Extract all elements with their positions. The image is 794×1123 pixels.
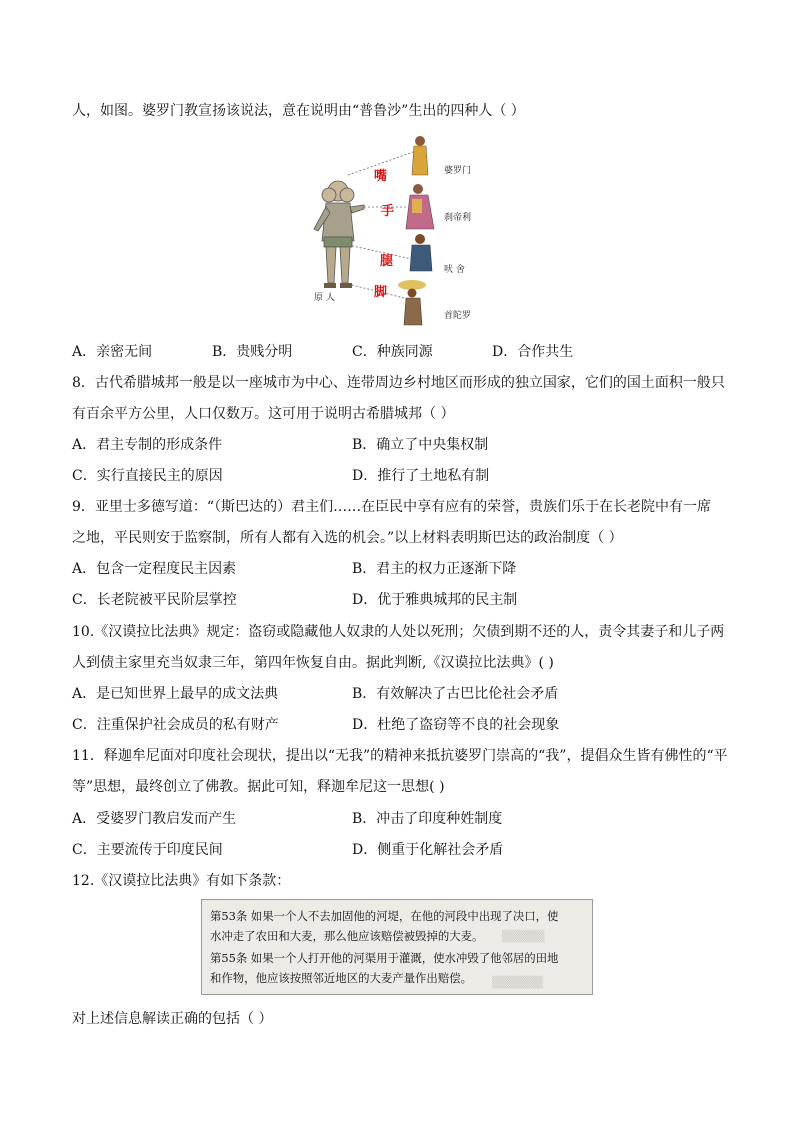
q11-stem-line-2: 等”思想，最终创立了佛教。据此可知，释迦牟尼这一思想( ) [72,779,445,795]
kshatriya-figure [406,184,434,229]
origin-label: 原 人 [314,293,335,303]
q7-option-a[interactable]: A．亲密无间 [72,344,153,360]
vaishya-figure [410,234,432,271]
q10-option-c[interactable]: C．注重保护社会成员的私有财产 [72,717,279,733]
q11-stem-line-1: 11．释迦牟尼面对印度社会现状，提出以“无我”的精神来抵抗婆罗门崇高的“我”，提倡众生皆有佛性的“平 [72,748,728,764]
q8-stem-line-2: 有百余平方公里，人口仅数万。这可用于说明古希腊城邦（ ） [72,406,455,422]
q8-option-b[interactable]: B．确立了中央集权制 [352,437,489,453]
q9-option-b[interactable]: B．君主的权力正逐渐下降 [352,561,517,577]
shudra-label: 首陀罗 [444,311,472,321]
q9-option-c[interactable]: C．长老院被平民阶层掌控 [72,592,237,608]
leg-label: 腿 [380,254,394,269]
vaishya-label: 吠 舍 [444,265,465,275]
q9-stem-line-1: 9．亚里士多德写道：“（斯巴达的）君主们……在臣民中享有应有的荣誉，贵族们乐于在长老院中有一席 [72,499,712,515]
ghost-text-decoration: ▒▒▒▒▒ [502,930,545,943]
q10-stem-line-1: 10.《汉谟拉比法典》规定：盗窃或隐藏他人奴隶的人处以死刑；欠债到期不还的人，责令其妻子和儿子两 [72,624,725,640]
foot-label: 脚 [374,285,388,300]
law-article-53-line-1: 第53条 如果一个人不去加固他的河堤，在他的河段中出现了决口，使 [210,909,559,923]
q8-stem-line-1: 8．古代希腊城邦一般是以一座城市为中心、连带周边乡村地区而形成的独立国家，它们的国土面积一般只 [72,375,725,391]
q11-option-c[interactable]: C．主要流传于印度民间 [72,842,223,858]
q8-option-c[interactable]: C．实行直接民主的原因 [72,468,223,484]
q7-option-d[interactable]: D．合作共生 [492,344,574,360]
law-article-55-line-2: 和作物，他应该按照邻近地区的大麦产量作出赔偿。 [210,971,472,985]
law-excerpt-image [201,899,593,995]
q8-option-a[interactable]: A．君主专制的形成条件 [72,437,223,453]
hand-label: 手 [381,204,395,219]
q10-option-d[interactable]: D．杜绝了盗窃等不良的社会现象 [352,717,560,733]
q12-stem: 12.《汉谟拉比法典》有如下条款： [72,873,291,889]
ghost-text-decoration: ▒▒▒▒▒▒ [492,976,543,989]
mouth-label: 嘴 [374,169,388,184]
law-article-53-line-2: 水冲走了农田和大麦，那么他应该赔偿被毁掉的大麦。 [210,929,484,943]
q11-option-a[interactable]: A．受婆罗门教启发而产生 [72,811,237,827]
q10-option-b[interactable]: B．有效解决了古巴比伦社会矛盾 [352,686,559,702]
q11-option-d[interactable]: D．侧重于化解社会矛盾 [352,842,504,858]
q7-stem-line: 人，如图。婆罗门教宣扬该说法，意在说明由“普鲁沙”生出的四种人（ ） [72,103,525,119]
shudra-figure [398,280,426,325]
caste-figure [308,133,486,329]
q9-option-d[interactable]: D．优于雅典城邦的民主制 [352,592,518,608]
law-article-55-line-1: 第55条 如果一个人打开他的河渠用于灌溉，使水冲毁了他邻居的田地 [210,951,559,965]
brahmin-figure [412,136,428,175]
q11-option-b[interactable]: B．冲击了印度种姓制度 [352,811,503,827]
q10-stem-line-2: 人到债主家里充当奴隶三年，第四年恢复自由。据此判断,《汉谟拉比法典》( ) [72,655,554,671]
q9-option-a[interactable]: A．包含一定程度民主因素 [72,561,237,577]
q10-option-a[interactable]: A．是已知世界上最早的成文法典 [72,686,279,702]
q9-stem-line-2: 之地，平民则安于监察制，所有人都有入选的机会。”以上材料表明斯巴达的政治制度（ ） [72,530,623,546]
brahmin-label: 婆罗门 [444,166,472,176]
q7-option-c[interactable]: C．种族同源 [352,344,433,360]
kshatriya-label: 刹帝利 [444,213,472,223]
q8-option-d[interactable]: D．推行了土地私有制 [352,468,490,484]
q7-option-b[interactable]: B．贵贱分明 [212,344,293,360]
primordial-man-figure [314,181,364,288]
q12-followup: 对上述信息解读正确的包括（ ） [72,1011,273,1027]
